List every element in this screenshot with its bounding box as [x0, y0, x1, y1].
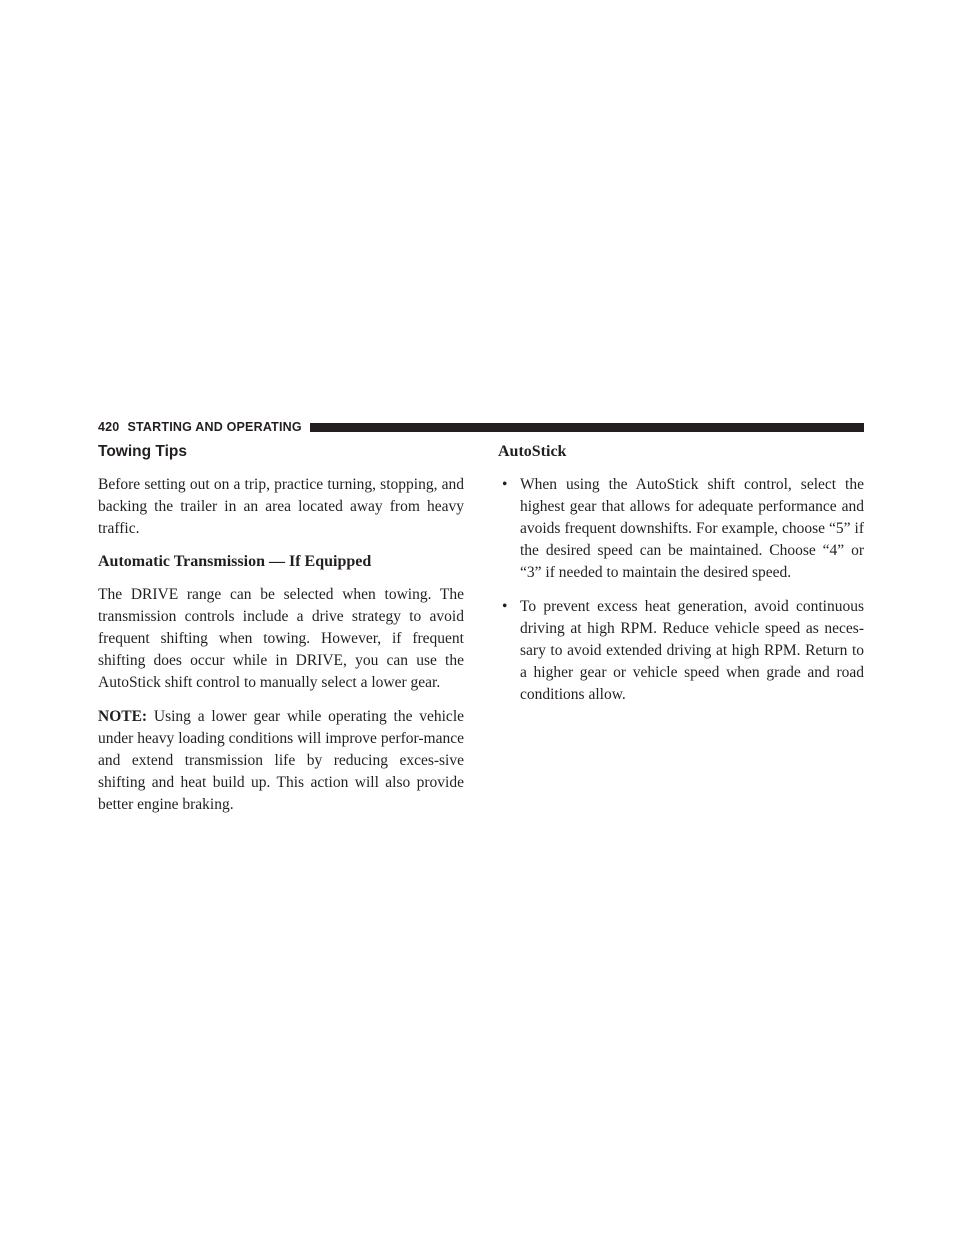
bullet-icon: • — [502, 476, 508, 493]
list-item — [498, 596, 864, 706]
automatic-transmission-heading: Automatic Transmission — If Equipped — [98, 553, 372, 570]
note-text: Using a lower gear while operating the vehicle under heavy loading conditions will improve perfor-mance and extend transmission life by reducing exces-sive shifting and heat build up. This action will also provide better engine braking. — [98, 708, 464, 813]
left-column — [98, 442, 464, 828]
towing-tips-intro: Before setting out on a trip, practice turning, stopping, and backing the trailer in an area located away from heavy traffic. — [98, 476, 464, 537]
towing-tips-heading: Towing Tips — [98, 443, 187, 460]
list-item — [498, 474, 864, 584]
section-title: STARTING AND OPERATING — [127, 420, 302, 434]
note-label: NOTE: — [98, 708, 148, 725]
bullet-text: To prevent excess heat generation, avoid continuous driving at high RPM. Reduce vehicle speed as neces-sary to avoid extended driving at high RPM. Return to a higher gear or vehicle speed when grade and road conditions allow. — [520, 598, 864, 703]
bullet-icon: • — [502, 598, 508, 615]
right-column — [498, 442, 864, 718]
page-number: 420 — [98, 420, 120, 434]
header-rule — [310, 423, 864, 432]
bullet-text: When using the AutoStick shift control, select the highest gear that allows for adequate performance and avoids frequent downshifts. For example, choose “5” if the desired speed can be maintained. Choose “4” or “3” if needed to maintain the desired speed. — [520, 476, 864, 581]
automatic-transmission-body: The DRIVE range can be selected when towing. The transmission controls include a drive strategy to avoid frequent shifting when towing. However, if frequent shifting does occur while in DRIVE, you can use the AutoStick shift control to manually select a lower gear. — [98, 586, 464, 691]
autostick-heading: AutoStick — [498, 443, 567, 460]
note-paragraph — [98, 706, 464, 816]
autostick-bullet-list — [498, 474, 864, 706]
page-header — [98, 418, 864, 436]
